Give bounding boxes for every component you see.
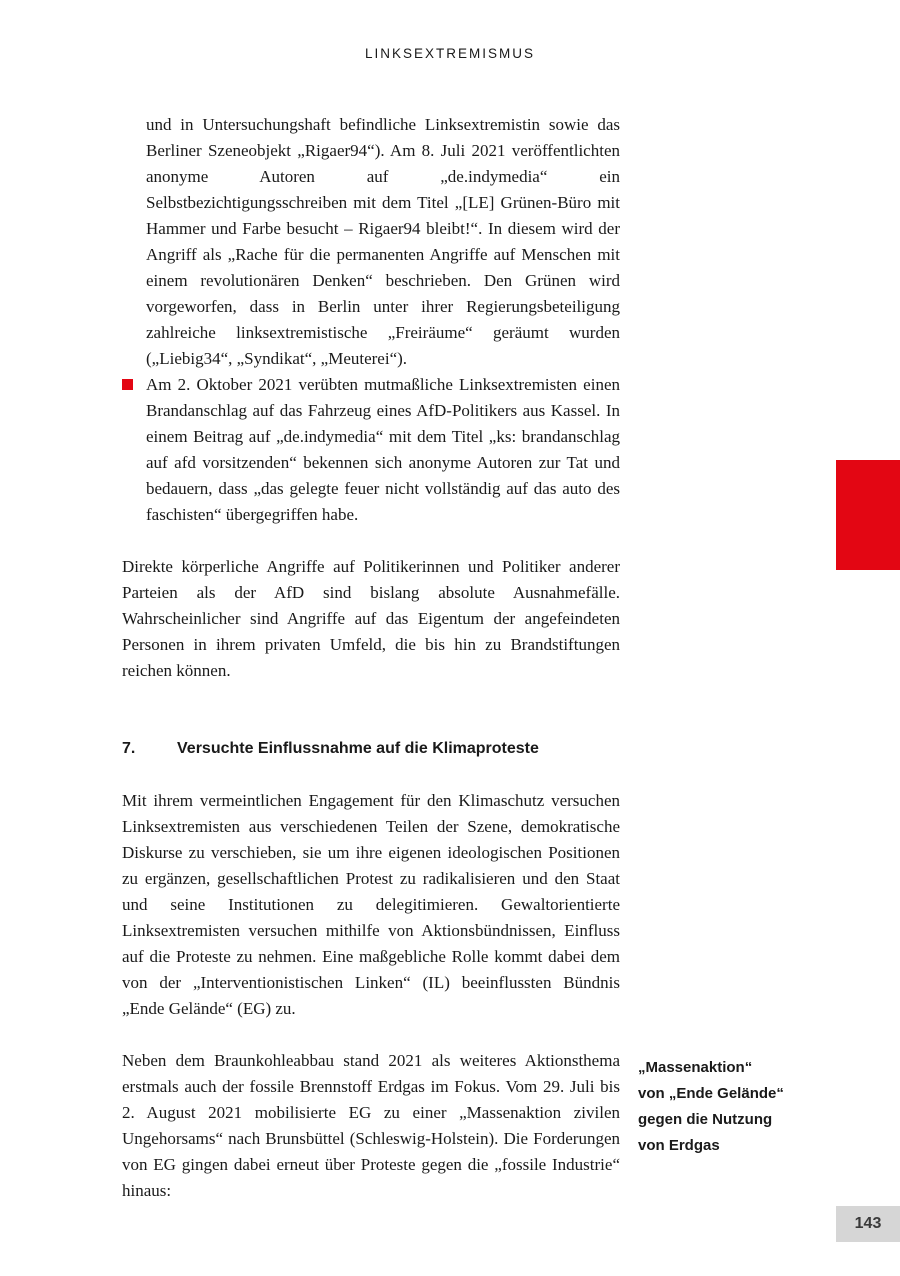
margin-note-line: „Massenaktion“ xyxy=(638,1059,753,1076)
paragraph: Direkte körperliche Angriffe auf Politikerinnen und Politiker anderer Parteien als der AfD sind bislang absolute Ausnahmefälle. Wahrscheinlicher sind Angriffe auf das Eigentum der angefeindeten Personen in ihrem privaten Umfeld, die bis hin zu Brandstiftungen reichen können. xyxy=(122,557,620,680)
list-item-text: und in Untersuchungshaft befindliche Linksextremistin sowie das Berliner Szeneobjekt „Rigaer94“). Am 8. Juli 2021 veröffentlichten anonyme Autoren auf „de.indymedia“ ein Selbstbezichtigungsschreiben mit dem Titel „[LE] Grünen-Büro mit Hammer und Farbe besucht – Rigaer94 bleibt!“. In diesem wird der Angriff als „Rache für die permanenten Angriffe auf Menschen mit einem revolutionären Denken“ beschrieben. Den Grünen wird vorgeworfen, dass in Berlin unter ihrer Regierungsbeteiligung zahlreiche linksextremistische „Freiräume“ geräumt wurden („Liebig34“, „Syndikat“, „Meuterei“). xyxy=(146,115,620,368)
section-heading xyxy=(122,736,620,762)
page-number-badge: 143 xyxy=(836,1206,900,1242)
main-text-column xyxy=(122,112,620,1204)
section-title: Versuchte Einflussnahme auf die Klimaproteste xyxy=(177,740,539,757)
bullet-marker-icon xyxy=(122,379,133,390)
paragraph: Mit ihrem vermeintlichen Engagement für den Klimaschutz versuchen Linksextremisten aus verschiedenen Teilen der Szene, demokratische Diskurse zu verschieben, sie um ihre eigenen ideologischen Positionen zu ergänzen, gesellschaftlichen Protest zu radikalisieren und den Staat und seine Institutionen zu delegitimieren. Gewaltorientierte Linksextremisten versuchen mithilfe von Aktionsbündnissen, Einfluss auf die Proteste zu nehmen. Eine maßgebliche Rolle kommt dabei dem von der „Interventionistischen Linken“ (IL) beeinflussten Bündnis „Ende Gelände“ (EG) zu. xyxy=(122,791,620,1018)
list-item xyxy=(122,372,620,528)
chapter-tab-marker xyxy=(836,460,900,570)
page-header: LINKSEXTREMISMUS xyxy=(364,46,536,61)
list-item-text: Am 2. Oktober 2021 verübten mutmaßliche Linksextremisten einen Brandanschlag auf das Fahrzeug eines AfD-Politikers aus Kassel. In einem Beitrag auf „de.indymedia“ mit dem Titel „ks: brandanschlag auf afd vorsitzenden“ bekennen sich anonyme Autoren zur Tat und bedauern, dass „das gelegte feuer nicht vollständig auf das auto des faschisten“ übergegriffen habe. xyxy=(146,375,620,524)
margin-note-line: gegen die Nutzung xyxy=(638,1111,773,1128)
list-item-continuation xyxy=(122,112,620,372)
margin-note-line: von „Ende Gelände“ xyxy=(638,1085,784,1102)
section-number: 7. xyxy=(122,740,136,757)
margin-note xyxy=(638,1055,818,1159)
paragraph: Neben dem Braunkohleabbau stand 2021 als weiteres Aktionsthema erstmals auch der fossile Brennstoff Erdgas im Fokus. Vom 29. Juli bis 2. August 2021 mobilisierte EG zu einer „Massenaktion zivilen Ungehorsams“ nach Brunsbüttel (Schleswig-Holstein). Die Forderungen von EG gingen dabei erneut über Proteste gegen die „fossile Industrie“ hinaus: xyxy=(122,1051,620,1200)
margin-note-line: von Erdgas xyxy=(638,1137,720,1154)
